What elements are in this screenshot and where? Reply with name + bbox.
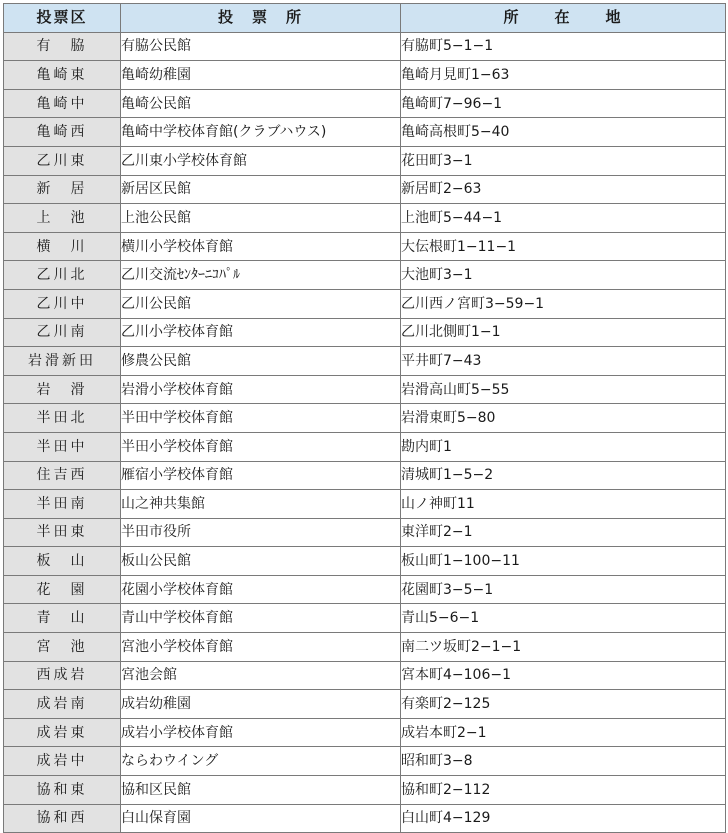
place-cell: 宮池会館 — [121, 661, 401, 690]
table-row — [4, 146, 726, 175]
address-cell: 平井町7−43 — [401, 347, 726, 376]
place-cell: 修農公民館 — [121, 347, 401, 376]
place-cell: 亀崎公民館 — [121, 89, 401, 118]
place-cell: 乙川東小学校体育館 — [121, 146, 401, 175]
polling-station-table — [3, 3, 726, 833]
table-row — [4, 318, 726, 347]
table-row — [4, 718, 726, 747]
table-row — [4, 204, 726, 233]
district-cell: 上 池 — [4, 204, 121, 233]
district-cell: 半田中 — [4, 432, 121, 461]
address-cell: 花田町3−1 — [401, 146, 726, 175]
table-row — [4, 747, 726, 776]
address-cell: 宮本町4−106−1 — [401, 661, 726, 690]
place-cell: 成岩小学校体育館 — [121, 718, 401, 747]
address-cell: 上池町5−44−1 — [401, 204, 726, 233]
place-cell: 亀崎中学校体育館(クラブハウス) — [121, 118, 401, 147]
table-row — [4, 690, 726, 719]
header-row — [4, 4, 726, 33]
district-cell: 青 山 — [4, 604, 121, 633]
district-cell: 乙川北 — [4, 261, 121, 290]
district-cell: 成岩南 — [4, 690, 121, 719]
table-row — [4, 289, 726, 318]
address-cell: 勘内町1 — [401, 432, 726, 461]
table-row — [4, 375, 726, 404]
district-cell: 新 居 — [4, 175, 121, 204]
table-row — [4, 518, 726, 547]
place-cell: 乙川交流ｾﾝﾀｰﾆｺﾊﾟﾙ — [121, 261, 401, 290]
address-cell: 清城町1−5−2 — [401, 461, 726, 490]
table-row — [4, 633, 726, 662]
table-row — [4, 804, 726, 833]
district-cell: 成岩中 — [4, 747, 121, 776]
district-cell: 協和西 — [4, 804, 121, 833]
district-cell: 亀崎中 — [4, 89, 121, 118]
district-cell: 岩 滑 — [4, 375, 121, 404]
address-cell: 大池町3−1 — [401, 261, 726, 290]
place-column-header: 投 票 所 — [121, 4, 401, 33]
table-row — [4, 232, 726, 261]
place-cell: 半田市役所 — [121, 518, 401, 547]
place-cell: 乙川小学校体育館 — [121, 318, 401, 347]
table-row — [4, 175, 726, 204]
address-column-header: 所 在 地 — [401, 4, 726, 33]
table-row — [4, 575, 726, 604]
table-row — [4, 347, 726, 376]
district-cell: 西成岩 — [4, 661, 121, 690]
place-cell: 山之神共集館 — [121, 490, 401, 519]
place-cell: 横川小学校体育館 — [121, 232, 401, 261]
district-cell: 成岩東 — [4, 718, 121, 747]
place-cell: 雁宿小学校体育館 — [121, 461, 401, 490]
address-cell: 有脇町5−1−1 — [401, 32, 726, 61]
table-row — [4, 604, 726, 633]
table-row — [4, 461, 726, 490]
place-cell: 青山中学校体育館 — [121, 604, 401, 633]
address-cell: 亀崎月見町1−63 — [401, 61, 726, 90]
district-cell: 住吉西 — [4, 461, 121, 490]
place-cell: 上池公民館 — [121, 204, 401, 233]
place-cell: 岩滑小学校体育館 — [121, 375, 401, 404]
address-cell: 乙川西ノ宮町3−59−1 — [401, 289, 726, 318]
table-row — [4, 89, 726, 118]
district-cell: 板 山 — [4, 547, 121, 576]
place-cell: 協和区民館 — [121, 776, 401, 805]
table-row — [4, 32, 726, 61]
address-cell: 協和町2−112 — [401, 776, 726, 805]
address-cell: 白山町4−129 — [401, 804, 726, 833]
district-cell: 協和東 — [4, 776, 121, 805]
address-cell: 青山5−6−1 — [401, 604, 726, 633]
table-header — [4, 4, 726, 33]
address-cell: 有楽町2−125 — [401, 690, 726, 719]
place-cell: 半田小学校体育館 — [121, 432, 401, 461]
table-row — [4, 404, 726, 433]
table-row — [4, 661, 726, 690]
address-cell: 南二ツ坂町2−1−1 — [401, 633, 726, 662]
address-cell: 亀崎町7−96−1 — [401, 89, 726, 118]
address-cell: 昭和町3−8 — [401, 747, 726, 776]
district-cell: 半田東 — [4, 518, 121, 547]
table-body — [4, 32, 726, 833]
address-cell: 亀崎高根町5−40 — [401, 118, 726, 147]
table-row — [4, 776, 726, 805]
place-cell: 白山保育園 — [121, 804, 401, 833]
address-cell: 岩滑高山町5−55 — [401, 375, 726, 404]
address-cell: 乙川北側町1−1 — [401, 318, 726, 347]
district-cell: 花 園 — [4, 575, 121, 604]
table-row — [4, 261, 726, 290]
address-cell: 山ノ神町11 — [401, 490, 726, 519]
place-cell: 有脇公民館 — [121, 32, 401, 61]
district-cell: 亀崎東 — [4, 61, 121, 90]
place-cell: 花園小学校体育館 — [121, 575, 401, 604]
district-column-header: 投票区 — [4, 4, 121, 33]
table-row — [4, 490, 726, 519]
district-cell: 有 脇 — [4, 32, 121, 61]
table-row — [4, 547, 726, 576]
place-cell: 亀崎幼稚園 — [121, 61, 401, 90]
district-cell: 半田北 — [4, 404, 121, 433]
place-cell: ならわウイング — [121, 747, 401, 776]
place-cell: 板山公民館 — [121, 547, 401, 576]
place-cell: 成岩幼稚園 — [121, 690, 401, 719]
place-cell: 半田中学校体育館 — [121, 404, 401, 433]
district-cell: 半田南 — [4, 490, 121, 519]
address-cell: 花園町3−5−1 — [401, 575, 726, 604]
district-cell: 横 川 — [4, 232, 121, 261]
address-cell: 大伝根町1−11−1 — [401, 232, 726, 261]
place-cell: 宮池小学校体育館 — [121, 633, 401, 662]
place-cell: 乙川公民館 — [121, 289, 401, 318]
address-cell: 東洋町2−1 — [401, 518, 726, 547]
table-row — [4, 118, 726, 147]
district-cell: 乙川東 — [4, 146, 121, 175]
district-cell: 宮 池 — [4, 633, 121, 662]
address-cell: 成岩本町2−1 — [401, 718, 726, 747]
table-row — [4, 61, 726, 90]
table-row — [4, 432, 726, 461]
place-cell: 新居区民館 — [121, 175, 401, 204]
district-cell: 乙川中 — [4, 289, 121, 318]
district-cell: 亀崎西 — [4, 118, 121, 147]
address-cell: 板山町1−100−11 — [401, 547, 726, 576]
district-cell: 岩滑新田 — [4, 347, 121, 376]
address-cell: 岩滑東町5−80 — [401, 404, 726, 433]
district-cell: 乙川南 — [4, 318, 121, 347]
address-cell: 新居町2−63 — [401, 175, 726, 204]
